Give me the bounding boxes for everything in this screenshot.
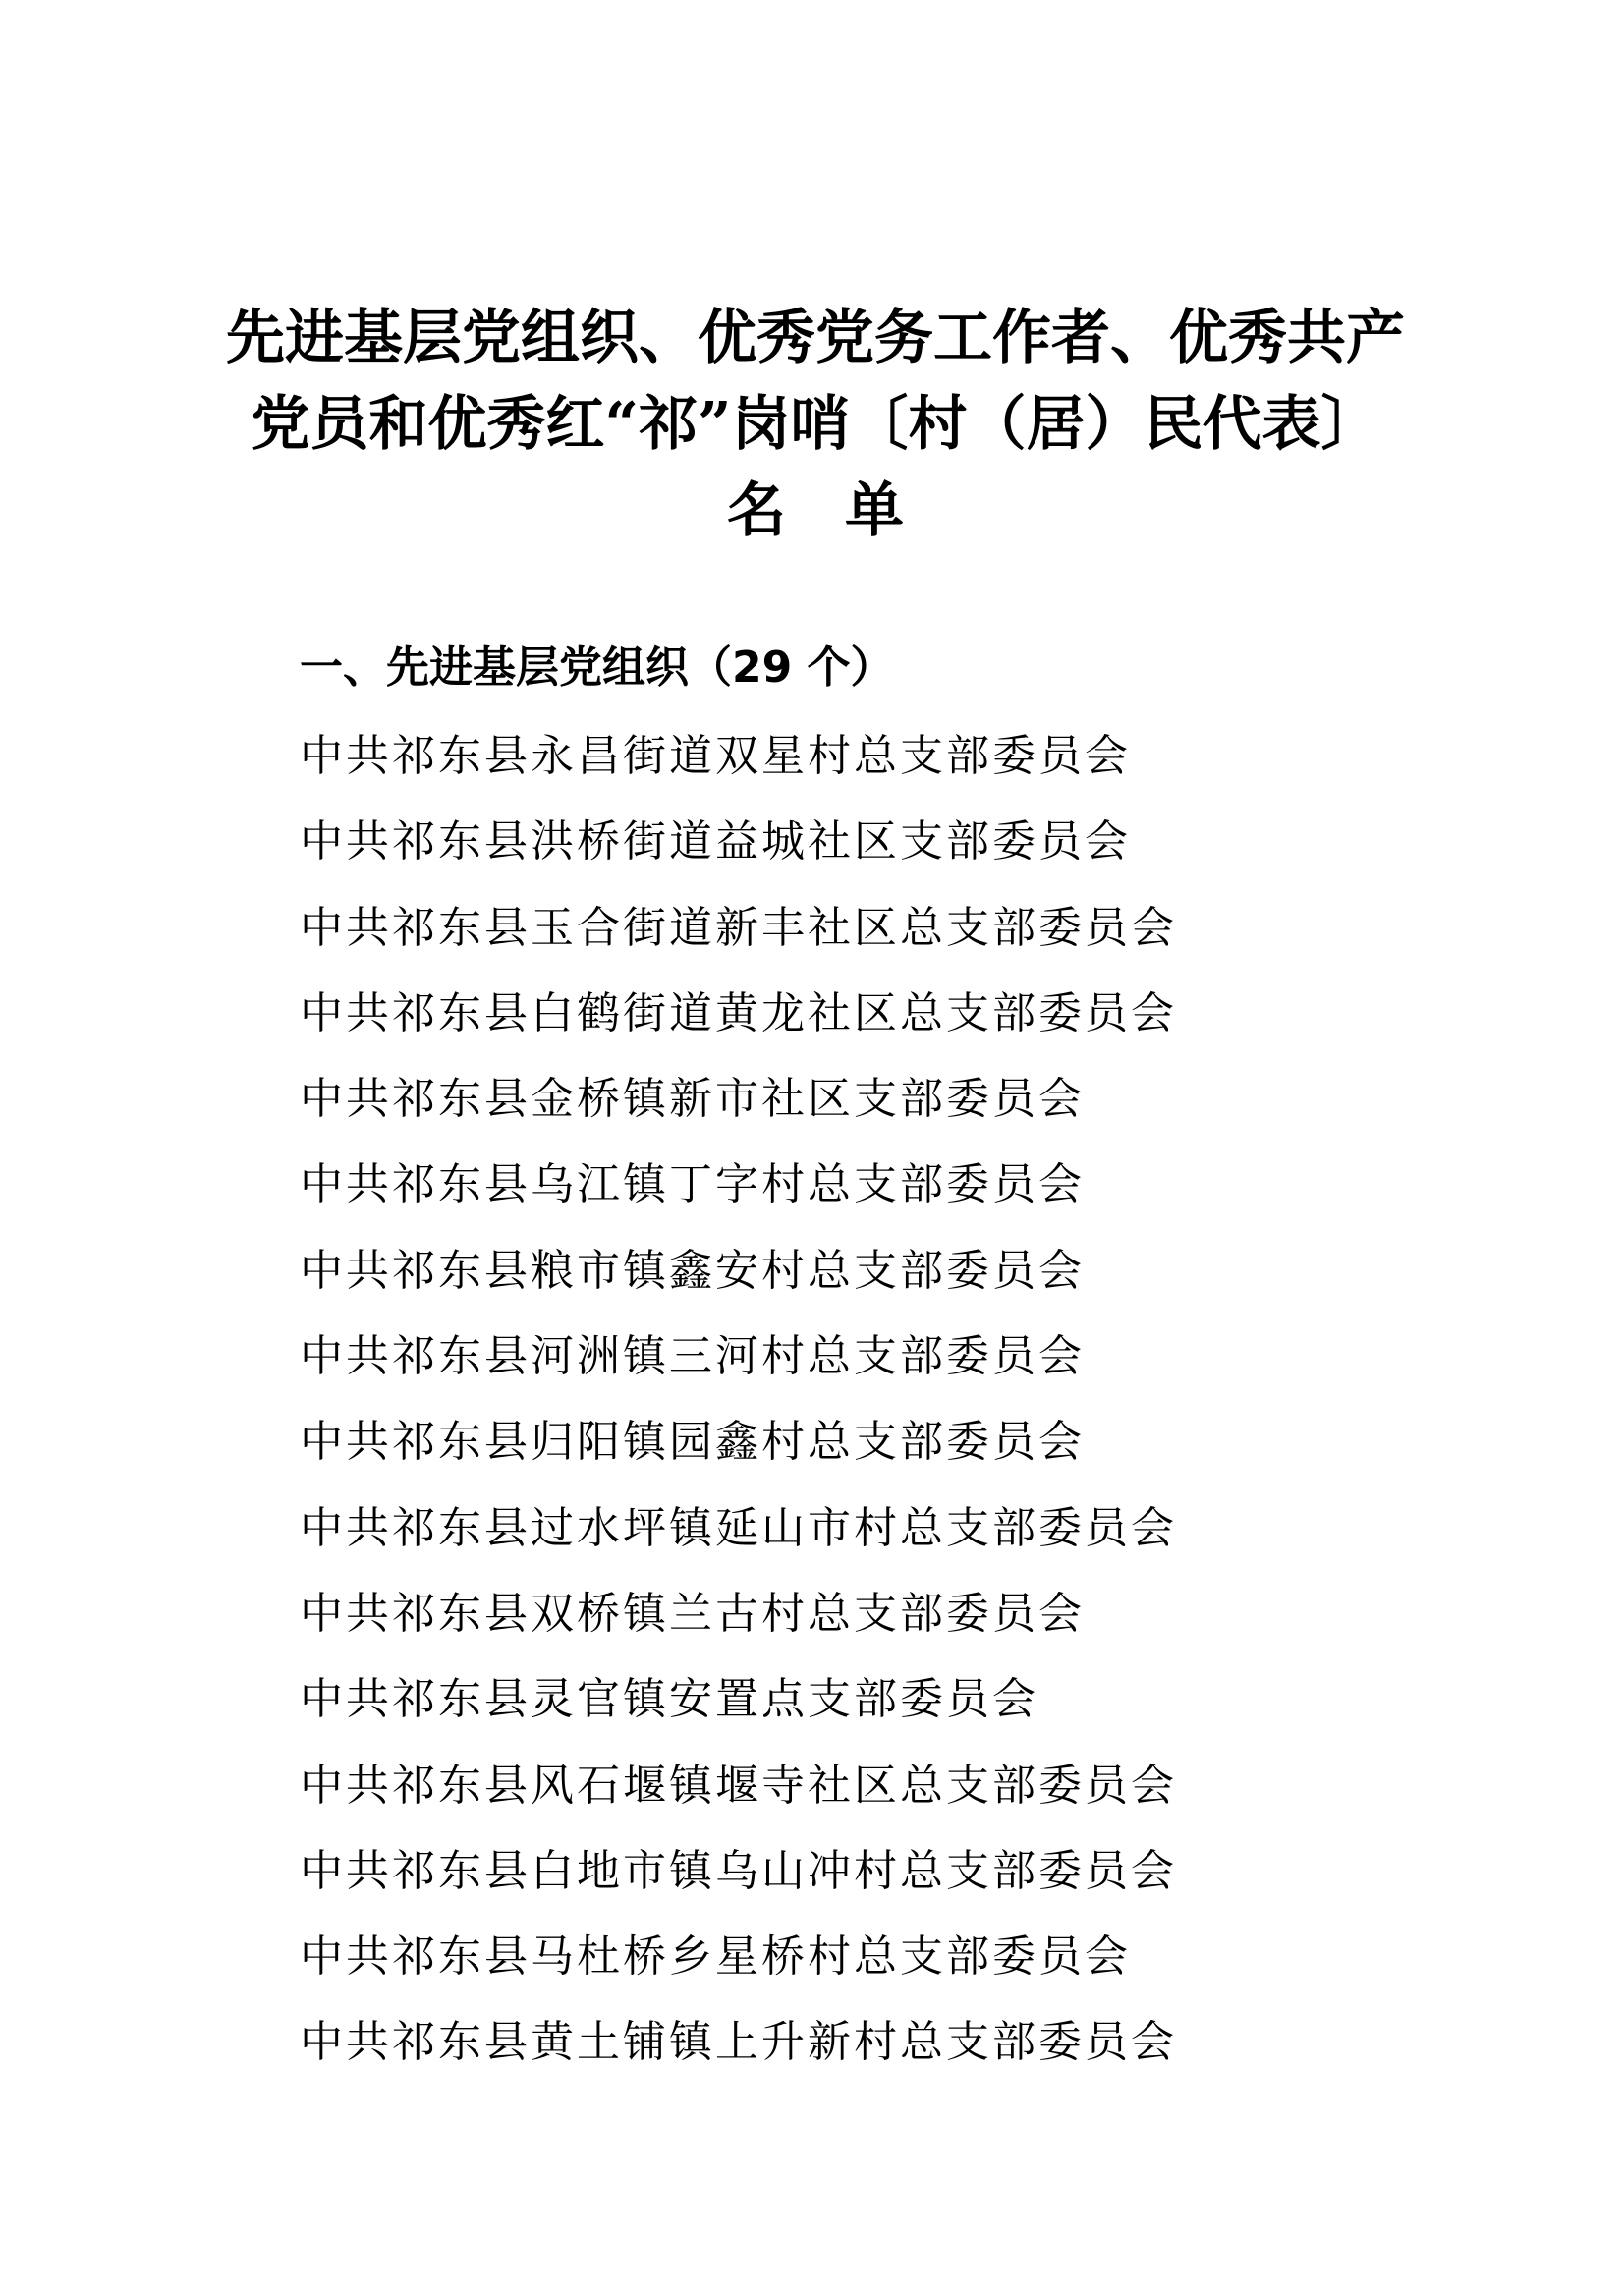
organization-list: [300, 727, 1177, 2100]
list-item: 中共祁东县过水坪镇延山市村总支部委员会: [300, 1502, 1177, 1553]
list-item: 中共祁东县黄土铺镇上升新村总支部委员会: [300, 2017, 1177, 2068]
title-line-1: 先进基层党组织、优秀党务工作者、优秀共产: [226, 304, 1405, 372]
list-item: 中共祁东县永昌街道双星村总支部委员会: [300, 731, 1131, 781]
list-item: 中共祁东县风石堰镇堰寺社区总支部委员会: [300, 1760, 1177, 1811]
list-item: 中共祁东县河洲镇三河村总支部委员会: [300, 1331, 1085, 1382]
list-item: 中共祁东县马杜桥乡星桥村总支部委员会: [300, 1932, 1131, 1983]
list-item: 中共祁东县白地市镇乌山冲村总支部委员会: [300, 1845, 1177, 1896]
section-heading: 一、先进基层党组织（29 个）: [300, 643, 894, 693]
title-line-3: 名单: [727, 476, 963, 545]
list-item: 中共祁东县玉合街道新丰社区总支部委员会: [300, 902, 1177, 953]
list-item: 中共祁东县金桥镇新市社区支部委员会: [300, 1074, 1085, 1125]
document-title: [157, 295, 1474, 554]
title-line-2: 党员和优秀红“祁”岗哨〔村（居）民代表〕: [251, 390, 1380, 459]
list-item: 中共祁东县洪桥街道益城社区支部委员会: [300, 816, 1131, 868]
list-item: 中共祁东县双桥镇兰古村总支部委员会: [300, 1588, 1085, 1639]
list-item: 中共祁东县粮市镇鑫安村总支部委员会: [300, 1245, 1085, 1296]
list-item: 中共祁东县白鹤街道黄龙社区总支部委员会: [300, 987, 1177, 1038]
list-item: 中共祁东县归阳镇园鑫村总支部委员会: [300, 1417, 1085, 1468]
list-item: 中共祁东县灵官镇安置点支部委员会: [300, 1674, 1038, 1725]
list-item: 中共祁东县乌江镇丁字村总支部委员会: [300, 1159, 1085, 1210]
